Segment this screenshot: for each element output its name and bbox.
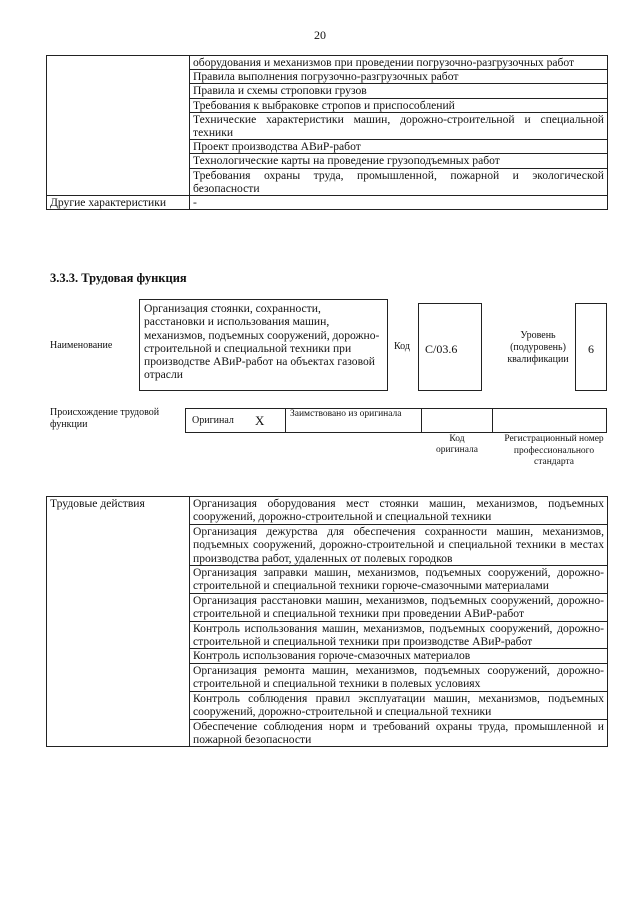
code-label: Код xyxy=(394,341,410,352)
code-original-caption: Код оригинала xyxy=(436,434,478,455)
labor-actions-label: Трудовые действия xyxy=(47,497,190,747)
labor-action-item: Организация расстановки машин, механизмов, подъемных сооружений, дорожно-строительной и специальной техники при проведении АВиР-работ xyxy=(190,593,608,621)
original-mark: X xyxy=(255,413,265,428)
section-title: 3.3.3. Трудовая функция xyxy=(50,271,187,285)
labor-action-item: Организация оборудования мест стоянки машин, механизмов, подъемных сооружений, дорожно-строительной и специальной техники xyxy=(190,497,608,525)
name-label: Наименование xyxy=(50,340,113,351)
knowledge-item: Технические характеристики машин, дорожно-строительной и специальной техники xyxy=(190,112,608,139)
knowledge-item: Правила выполнения погрузочно-разгрузочных работ xyxy=(190,70,608,84)
knowledge-item: Требования охраны труда, промышленной, пожарной и экологической безопасности xyxy=(190,168,608,195)
labor-actions-table xyxy=(46,496,608,747)
knowledge-left-cell xyxy=(47,56,190,196)
original-label: Оригинал xyxy=(192,415,234,426)
page-number: 20 xyxy=(314,28,326,42)
knowledge-item: Правила и схемы строповки грузов xyxy=(190,84,608,98)
labor-action-item: Организация дежурства для обеспечения сохранности машин, механизмов, подъемных сооружений, дорожно-строительной и специальной техники в местах производства работ, удаленных от полевых городков xyxy=(190,524,608,565)
origin-row xyxy=(185,408,607,433)
level-label: Уровень (подуровень) квалификации xyxy=(507,330,569,365)
knowledge-item: Технологические карты на проведение грузоподъемных работ xyxy=(190,154,608,168)
code-original-cell xyxy=(421,409,493,432)
knowledge-row xyxy=(47,56,608,70)
knowledge-table-body xyxy=(47,56,608,210)
code-value: C/03.6 xyxy=(418,303,482,391)
other-characteristics-row xyxy=(47,196,608,210)
labor-action-item: Организация заправки машин, механизмов, подъемных сооружений, дорожно-строительной и специальной техники горюче-смазочными материалами xyxy=(190,566,608,594)
other-characteristics-value: - xyxy=(190,196,608,210)
knowledge-item: Требования к выбраковке стропов и приспособлений xyxy=(190,98,608,112)
knowledge-table xyxy=(46,55,608,210)
knowledge-item: оборудования и механизмов при проведении погрузочно-разгрузочных работ xyxy=(190,56,608,70)
labor-action-item: Контроль соблюдения правил эксплуатации машин, механизмов, подъемных сооружений, дорожно-строительной и специальной техники xyxy=(190,691,608,719)
original-cell xyxy=(186,409,286,432)
labor-action-item: Обеспечение соблюдения норм и требований охраны труда, промышленной и пожарной безопасности xyxy=(190,719,608,747)
labor-actions-body xyxy=(47,497,608,747)
labor-action-item: Организация ремонта машин, механизмов, подъемных сооружений, дорожно-строительной и специальной техники в полевых условиях xyxy=(190,663,608,691)
labor-action-row xyxy=(47,497,608,525)
labor-action-item: Контроль использования горюче-смазочных материалов xyxy=(190,649,608,663)
origin-label: Происхождение трудовой функции xyxy=(50,407,160,430)
function-name-value: Организация стоянки, сохранности, расстановки и использования машин, механизмов, подъемных сооружений, дорожно-строительной и специальной техники при производстве АВиР-работ на объектах газовой отрасли xyxy=(139,299,388,391)
reg-number-caption: Регистрационный номер профессионального стандарта xyxy=(504,434,604,467)
labor-action-item: Контроль использования машин, механизмов, подъемных сооружений, дорожно-строительной и специальной техники при производстве АВиР-работ xyxy=(190,621,608,649)
knowledge-item: Проект производства АВиР-работ xyxy=(190,140,608,154)
level-value: 6 xyxy=(575,303,607,391)
other-characteristics-label: Другие характеристики xyxy=(47,196,190,210)
borrowed-label: Заимствовано из оригинала xyxy=(290,409,402,419)
